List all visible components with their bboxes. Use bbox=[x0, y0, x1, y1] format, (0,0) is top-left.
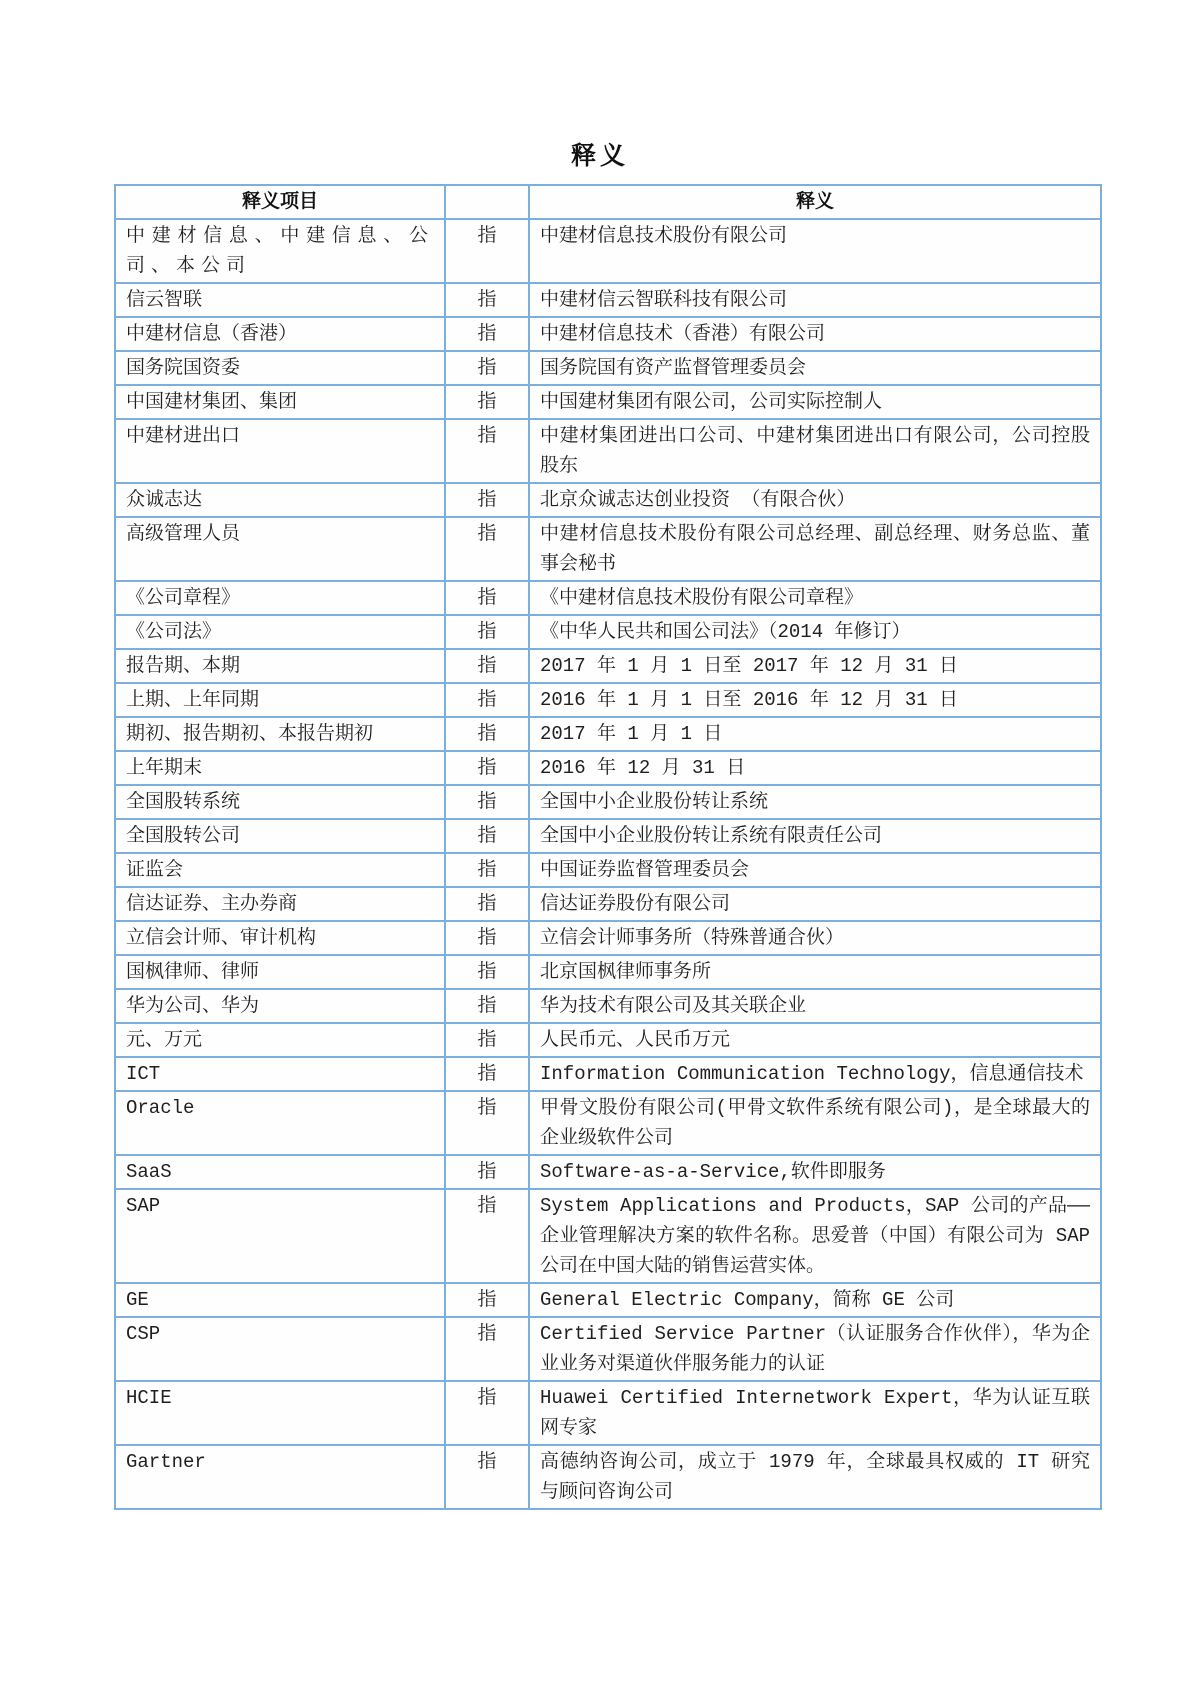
ref-cell: 指 bbox=[445, 1445, 529, 1509]
definition-cell: General Electric Company，简称 GE 公司 bbox=[529, 1283, 1101, 1317]
glossary-row bbox=[115, 683, 1101, 717]
header-definition-column: 释义 bbox=[529, 185, 1101, 219]
item-cell: 报告期、本期 bbox=[115, 649, 445, 683]
item-cell: ICT bbox=[115, 1057, 445, 1091]
glossary-row bbox=[115, 751, 1101, 785]
item-cell: 中建材信息（香港） bbox=[115, 317, 445, 351]
glossary-row bbox=[115, 1057, 1101, 1091]
definition-cell: 2017 年 1 月 1 日至 2017 年 12 月 31 日 bbox=[529, 649, 1101, 683]
item-cell: GE bbox=[115, 1283, 445, 1317]
definition-cell: 《中建材信息技术股份有限公司章程》 bbox=[529, 581, 1101, 615]
glossary-row bbox=[115, 1381, 1101, 1445]
item-cell: 众诚志达 bbox=[115, 483, 445, 517]
ref-cell: 指 bbox=[445, 887, 529, 921]
item-cell: HCIE bbox=[115, 1381, 445, 1445]
glossary-row bbox=[115, 989, 1101, 1023]
ref-cell: 指 bbox=[445, 1283, 529, 1317]
glossary-row bbox=[115, 283, 1101, 317]
glossary-row bbox=[115, 1155, 1101, 1189]
definition-cell: 中建材信息技术（香港）有限公司 bbox=[529, 317, 1101, 351]
glossary-row bbox=[115, 1283, 1101, 1317]
glossary-row bbox=[115, 1445, 1101, 1509]
item-cell: 国枫律师、律师 bbox=[115, 955, 445, 989]
glossary-row bbox=[115, 517, 1101, 581]
ref-cell: 指 bbox=[445, 283, 529, 317]
ref-cell: 指 bbox=[445, 219, 529, 283]
item-cell: 《公司章程》 bbox=[115, 581, 445, 615]
item-cell: CSP bbox=[115, 1317, 445, 1381]
glossary-row bbox=[115, 615, 1101, 649]
definition-cell: 2016 年 1 月 1 日至 2016 年 12 月 31 日 bbox=[529, 683, 1101, 717]
ref-cell: 指 bbox=[445, 1091, 529, 1155]
ref-cell: 指 bbox=[445, 955, 529, 989]
ref-cell: 指 bbox=[445, 483, 529, 517]
definition-cell: 甲骨文股份有限公司(甲骨文软件系统有限公司)，是全球最大的企业级软件公司 bbox=[529, 1091, 1101, 1155]
item-cell: 上年期末 bbox=[115, 751, 445, 785]
item-cell: SAP bbox=[115, 1189, 445, 1283]
definition-cell: 国务院国有资产监督管理委员会 bbox=[529, 351, 1101, 385]
ref-cell: 指 bbox=[445, 385, 529, 419]
definition-cell: 信达证券股份有限公司 bbox=[529, 887, 1101, 921]
definition-cell: Certified Service Partner（认证服务合作伙伴），华为企业业务对渠道伙伴服务能力的认证 bbox=[529, 1317, 1101, 1381]
definition-cell: 2016 年 12 月 31 日 bbox=[529, 751, 1101, 785]
glossary-row bbox=[115, 819, 1101, 853]
item-cell: 上期、上年同期 bbox=[115, 683, 445, 717]
glossary-row bbox=[115, 649, 1101, 683]
ref-cell: 指 bbox=[445, 517, 529, 581]
definition-cell: 人民币元、人民币万元 bbox=[529, 1023, 1101, 1057]
ref-cell: 指 bbox=[445, 1057, 529, 1091]
definition-cell: Information Communication Technology，信息通信技术 bbox=[529, 1057, 1101, 1091]
ref-cell: 指 bbox=[445, 1317, 529, 1381]
item-cell: 中建材进出口 bbox=[115, 419, 445, 483]
ref-cell: 指 bbox=[445, 581, 529, 615]
ref-cell: 指 bbox=[445, 819, 529, 853]
glossary-header-row bbox=[115, 185, 1101, 219]
definition-cell: 全国中小企业股份转让系统有限责任公司 bbox=[529, 819, 1101, 853]
glossary-table-body bbox=[115, 219, 1101, 1509]
item-cell: 信达证券、主办券商 bbox=[115, 887, 445, 921]
glossary-row bbox=[115, 219, 1101, 283]
item-cell: 中国建材集团、集团 bbox=[115, 385, 445, 419]
header-ref-column bbox=[445, 185, 529, 219]
definition-cell: 中建材信云智联科技有限公司 bbox=[529, 283, 1101, 317]
glossary-row bbox=[115, 419, 1101, 483]
item-cell: Gartner bbox=[115, 1445, 445, 1509]
glossary-row bbox=[115, 317, 1101, 351]
definition-cell: 中国建材集团有限公司，公司实际控制人 bbox=[529, 385, 1101, 419]
glossary-row bbox=[115, 955, 1101, 989]
ref-cell: 指 bbox=[445, 1381, 529, 1445]
ref-cell: 指 bbox=[445, 853, 529, 887]
glossary-row bbox=[115, 785, 1101, 819]
item-cell: 立信会计师、审计机构 bbox=[115, 921, 445, 955]
item-cell: 高级管理人员 bbox=[115, 517, 445, 581]
definition-cell: 全国中小企业股份转让系统 bbox=[529, 785, 1101, 819]
item-cell: 全国股转公司 bbox=[115, 819, 445, 853]
definition-cell: 2017 年 1 月 1 日 bbox=[529, 717, 1101, 751]
item-cell: Oracle bbox=[115, 1091, 445, 1155]
item-cell: 华为公司、华为 bbox=[115, 989, 445, 1023]
item-cell: 期初、报告期初、本报告期初 bbox=[115, 717, 445, 751]
glossary-table bbox=[114, 184, 1102, 1510]
item-cell: 《公司法》 bbox=[115, 615, 445, 649]
definition-cell: 《中华人民共和国公司法》（2014 年修订） bbox=[529, 615, 1101, 649]
definition-cell: System Applications and Products，SAP 公司的产品——企业管理解决方案的软件名称。思爱普（中国）有限公司为 SAP 公司在中国大陆的销售运营实体。 bbox=[529, 1189, 1101, 1283]
definition-cell: Software-as-a-Service,软件即服务 bbox=[529, 1155, 1101, 1189]
glossary-row bbox=[115, 1023, 1101, 1057]
definition-cell: 北京众诚志达创业投资 （有限合伙） bbox=[529, 483, 1101, 517]
ref-cell: 指 bbox=[445, 683, 529, 717]
page-title: 释义 bbox=[570, 143, 629, 172]
definition-cell: 中建材信息技术股份有限公司 bbox=[529, 219, 1101, 283]
item-cell: SaaS bbox=[115, 1155, 445, 1189]
ref-cell: 指 bbox=[445, 649, 529, 683]
definition-cell: 中建材信息技术股份有限公司总经理、副总经理、财务总监、董事会秘书 bbox=[529, 517, 1101, 581]
ref-cell: 指 bbox=[445, 351, 529, 385]
glossary-row bbox=[115, 887, 1101, 921]
definition-cell: 华为技术有限公司及其关联企业 bbox=[529, 989, 1101, 1023]
item-cell: 国务院国资委 bbox=[115, 351, 445, 385]
item-cell: 元、万元 bbox=[115, 1023, 445, 1057]
ref-cell: 指 bbox=[445, 785, 529, 819]
glossary-row bbox=[115, 385, 1101, 419]
definition-cell: Huawei Certified Internetwork Expert，华为认证互联网专家 bbox=[529, 1381, 1101, 1445]
glossary-row bbox=[115, 921, 1101, 955]
definition-cell: 立信会计师事务所（特殊普通合伙） bbox=[529, 921, 1101, 955]
glossary-row bbox=[115, 1189, 1101, 1283]
item-cell: 全国股转系统 bbox=[115, 785, 445, 819]
ref-cell: 指 bbox=[445, 1023, 529, 1057]
definition-cell: 高德纳咨询公司，成立于 1979 年，全球最具权威的 IT 研究与顾问咨询公司 bbox=[529, 1445, 1101, 1509]
glossary-row bbox=[115, 853, 1101, 887]
ref-cell: 指 bbox=[445, 921, 529, 955]
ref-cell: 指 bbox=[445, 717, 529, 751]
definition-cell: 中建材集团进出口公司、中建材集团进出口有限公司，公司控股股东 bbox=[529, 419, 1101, 483]
glossary-row bbox=[115, 351, 1101, 385]
definition-cell: 北京国枫律师事务所 bbox=[529, 955, 1101, 989]
item-cell: 证监会 bbox=[115, 853, 445, 887]
glossary-row bbox=[115, 483, 1101, 517]
ref-cell: 指 bbox=[445, 1155, 529, 1189]
ref-cell: 指 bbox=[445, 419, 529, 483]
header-item-column: 释义项目 bbox=[115, 185, 445, 219]
ref-cell: 指 bbox=[445, 1189, 529, 1283]
ref-cell: 指 bbox=[445, 317, 529, 351]
ref-cell: 指 bbox=[445, 989, 529, 1023]
glossary-row bbox=[115, 1091, 1101, 1155]
glossary-row bbox=[115, 581, 1101, 615]
ref-cell: 指 bbox=[445, 615, 529, 649]
glossary-row bbox=[115, 1317, 1101, 1381]
ref-cell: 指 bbox=[445, 751, 529, 785]
item-cell: 中建材信息、中建信息、公司、本公司 bbox=[115, 219, 445, 283]
definition-cell: 中国证券监督管理委员会 bbox=[529, 853, 1101, 887]
item-cell: 信云智联 bbox=[115, 283, 445, 317]
glossary-row bbox=[115, 717, 1101, 751]
